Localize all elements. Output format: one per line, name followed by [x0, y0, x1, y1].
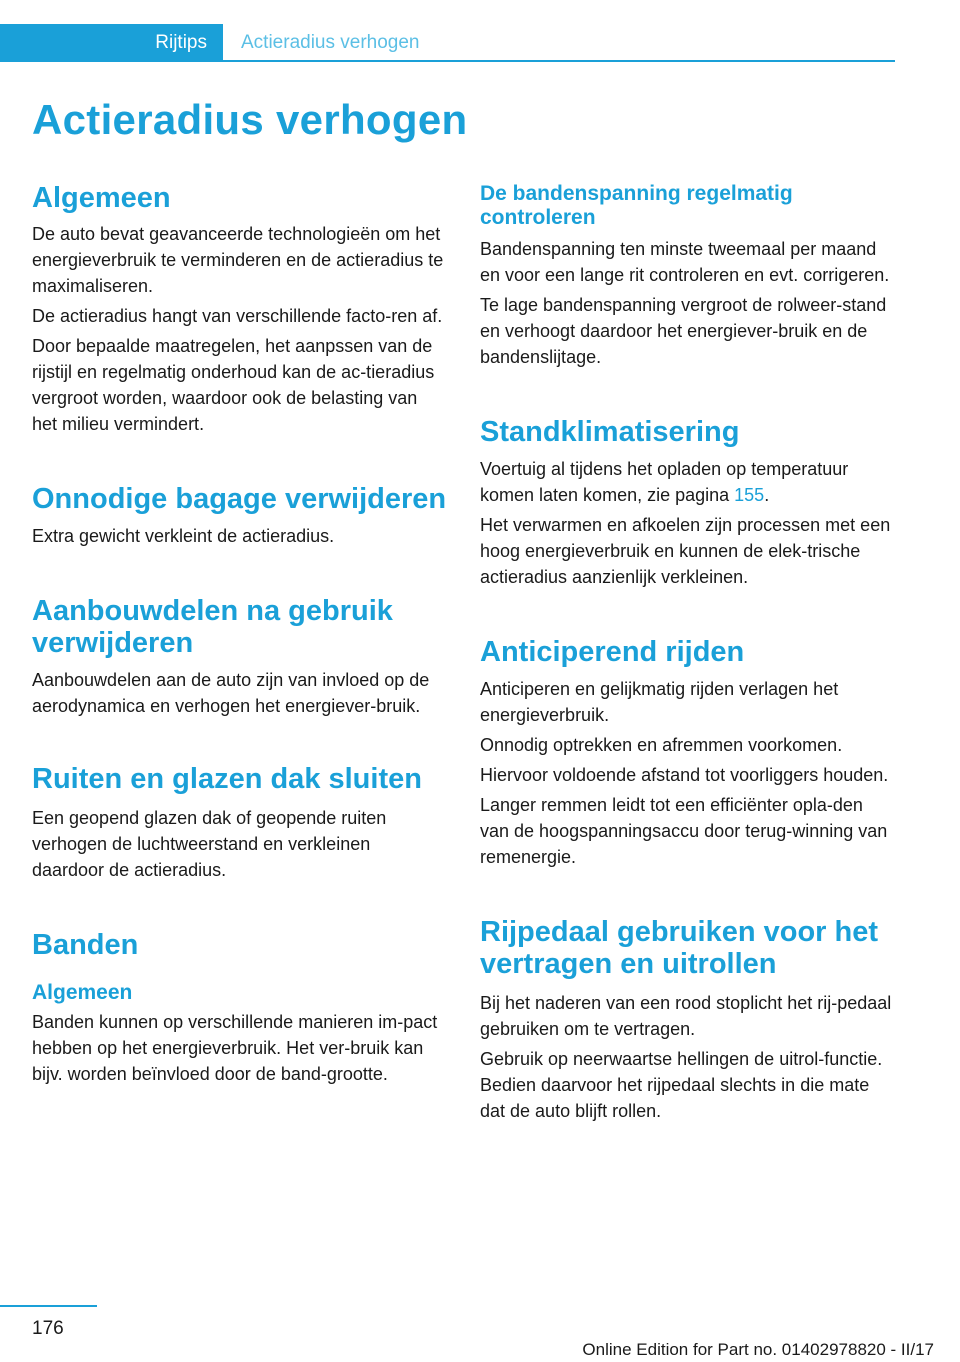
paragraph: Door bepaalde maatregelen, het aanpssen van de rijstijl en regelmatig onderhoud kan de ac-tieradius vergroot worden, waardoor ook de belasting van het milieu vermindert. — [32, 336, 435, 434]
chapter-tab[interactable]: Rijtips — [0, 24, 223, 62]
paragraph: Het verwarmen en afkoelen zijn processen met een hoog energieverbruik en kunnen de elek-trische actieradius aanzienlijk verkleinen. — [480, 515, 891, 587]
paragraph: Bandenspanning ten minste tweemaal per maand en voor een lange rit controleren en evt. corrigeren. — [480, 239, 890, 285]
edition-label: Online Edition for Part no. 01402978820 - II/17 — [582, 1340, 934, 1359]
heading-ruiten: Ruiten en glazen dak sluiten — [32, 763, 422, 795]
paragraph: Banden kunnen op verschillende manieren im-pact hebben op het energieverbruik. Het ver-bruik kan bijv. worden beïnvloed door de band-grootte. — [32, 1012, 438, 1084]
paragraph: Extra gewicht verkleint de actieradius. — [32, 526, 335, 546]
paragraph: Aanbouwdelen aan de auto zijn van invloed op de aerodynamica en verhogen het energiever-bruik. — [32, 670, 430, 716]
paragraph: Bij het naderen van een rood stoplicht het rij-pedaal gebruiken om te vertragen. — [480, 993, 892, 1039]
subheading-algemeen: Algemeen — [32, 981, 133, 1004]
right-column — [480, 182, 895, 1124]
paragraph: De actieradius hangt van verschillende facto-ren af. — [32, 306, 443, 326]
section-label: Actieradius verhogen — [241, 32, 420, 53]
page-title: Actieradius verhogen — [32, 96, 468, 143]
heading-aanbouwdelen: Aanbouwdelen na gebruik verwijderen — [32, 595, 393, 659]
page-number: 176 — [32, 1318, 64, 1339]
paragraph: Gebruik op neerwaartse hellingen de uitrol-functie. Bedien daarvoor het rijpedaal slechts in die mate dat de auto blijft rollen. — [480, 1049, 883, 1121]
header-rule — [223, 60, 895, 62]
heading-algemeen: Algemeen — [32, 182, 171, 214]
paragraph: De auto bevat geavanceerde technologieën om het energieverbruik te verminderen en de actieradius te maximaliseren. — [32, 224, 444, 296]
paragraph: Onnodig optrekken en afremmen voorkomen. — [480, 735, 843, 755]
paragraph: Een geopend glazen dak of geopende ruiten verhogen de luchtweerstand en verkleinen daardoor de actieradius. — [32, 808, 387, 880]
page-link[interactable]: 155 — [734, 485, 765, 505]
paragraph: Te lage bandenspanning vergroot de rolweer-stand en verhoogt daardoor het energiever-bruik en de bandenslijtage. — [480, 295, 887, 367]
heading-bandenspanning: De bandenspanning regelmatig controleren — [480, 182, 793, 229]
heading-anticiperend: Anticiperend rijden — [480, 636, 745, 668]
footer-rule — [0, 1305, 97, 1307]
left-column — [32, 182, 447, 1087]
heading-standklimatisering: Standklimatisering — [480, 416, 740, 448]
paragraph: Hiervoor voldoende afstand tot voorliggers houden. — [480, 765, 889, 785]
heading-banden: Banden — [32, 929, 139, 961]
heading-rijpedaal: Rijpedaal gebruiken voor het vertragen en uitrollen — [480, 916, 879, 980]
paragraph: Anticiperen en gelijkmatig rijden verlagen het energieverbruik. — [480, 679, 839, 725]
heading-bagage: Onnodige bagage verwijderen — [32, 483, 447, 515]
page-header — [0, 24, 896, 62]
paragraph: Langer remmen leidt tot een efficiënter opla-den van de hoogspanningsaccu door terug-winning van remenergie. — [480, 795, 888, 867]
paragraph: Voertuig al tijdens het opladen op temperatuur komen laten komen, zie pagina 155. — [480, 459, 849, 505]
